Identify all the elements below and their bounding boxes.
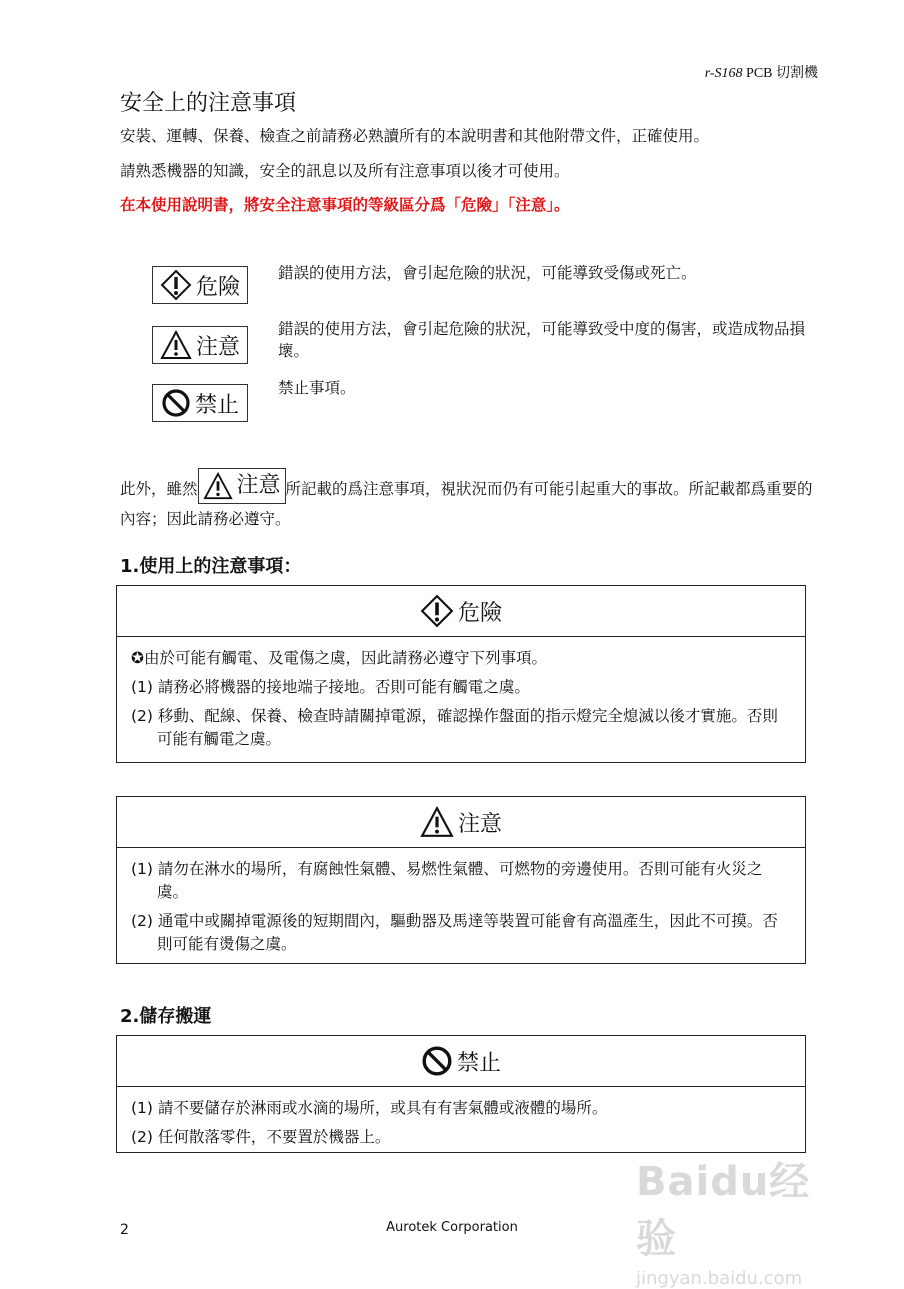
prohibit-circle-icon [161, 388, 191, 418]
caution-item-1: (1) 請勿在淋水的場所，有腐蝕性氣體、易燃性氣體、可燃物的旁邊使用。否則可能有火災之虞。 [131, 860, 763, 901]
caution-panel-label: 注意 [457, 811, 502, 837]
prohibit-panel [116, 1035, 806, 1153]
section1-heading: 1.使用上的注意事項： [120, 556, 302, 577]
caution-triangle-icon [203, 472, 233, 500]
prohibit-circle-icon [421, 1045, 453, 1077]
header-model-code: r-S168 [704, 66, 743, 81]
page-number: 2 [120, 1222, 129, 1238]
legend-caution-label: 注意 [195, 334, 240, 360]
note-after: 所記載的爲注意事項，視狀況而仍有可能引起重大的事故。所記載都爲重要的內容；因此請務必遵守。 [120, 480, 813, 528]
watermark-url: jingyan.baidu.com [636, 1268, 803, 1289]
baidu-watermark [636, 1150, 846, 1289]
caution-panel-header [117, 797, 805, 848]
prohibit-item-1: (1) 請不要儲存於淋雨或水滴的場所，或具有有害氣體或液體的場所。 [131, 1099, 608, 1117]
intro-red-line: 在本使用說明書，將安全注意事項的等級區分爲「危險」「注意」。 [120, 196, 570, 214]
danger-diamond-icon [420, 594, 454, 628]
caution-triangle-icon [420, 806, 454, 838]
danger-item-2: (2) 移動、配線、保養、檢查時請關掉電源，確認操作盤面的指示燈完全熄滅以後才實施。否則可能有觸電之虞。 [131, 707, 778, 748]
caution-panel-body [117, 848, 805, 970]
legend-caution-box [152, 326, 248, 364]
danger-diamond-icon [160, 269, 192, 301]
section2-heading: 2.儲存搬運 [120, 1006, 212, 1027]
legend-prohibit-text: 禁止事項。 [278, 379, 356, 397]
danger-panel-label: 危險 [457, 600, 502, 626]
danger-item-1: (1) 請務必將機器的接地端子接地。否則可能有觸電之虞。 [131, 678, 530, 696]
prohibit-item-2: (2) 任何散落零件，不要置於機器上。 [131, 1128, 391, 1146]
caution-item-2: (2) 通電中或關掉電源後的短期間內，驅動器及馬達等裝置可能會有高溫產生，因此不可摸。否則可能有燙傷之虞。 [131, 912, 778, 953]
caution-panel [116, 796, 806, 964]
note-before: 此外，雖然 [120, 480, 198, 498]
legend-caution-text: 錯誤的使用方法，會引起危險的狀況，可能導致受中度的傷害，或造成物品損壞。 [278, 320, 806, 360]
note-box-label: 注意 [236, 473, 281, 498]
intro-line-1: 安裝、運轉、保養、檢查之前請務必熟讀所有的本說明書和其他附帶文件，正確使用。 [120, 127, 710, 145]
legend-danger-box [152, 266, 248, 304]
note-paragraph [120, 468, 822, 534]
prohibit-panel-header [117, 1036, 805, 1087]
danger-panel [116, 585, 806, 763]
watermark-brand: Baidu经验 [636, 1159, 811, 1262]
legend-prohibit-label: 禁止 [194, 392, 239, 418]
note-caution-box [198, 468, 286, 504]
prohibit-panel-label: 禁止 [456, 1050, 501, 1076]
legend-danger-label: 危險 [195, 274, 240, 300]
page-title: 安全上的注意事項 [120, 91, 297, 116]
danger-lead: ✪由於可能有觸電、及電傷之虞，因此請務必遵守下列事項。 [131, 649, 547, 667]
header-model-name: PCB 切割機 [742, 66, 818, 81]
legend-prohibit-box [152, 384, 248, 422]
legend-danger-text: 錯誤的使用方法，會引起危險的狀況，可能導致受傷或死亡。 [278, 264, 697, 282]
header-model [705, 62, 818, 82]
danger-panel-body [117, 637, 805, 765]
danger-panel-header [117, 586, 805, 637]
footer-corporation: Aurotek Corporation [386, 1220, 518, 1235]
caution-triangle-icon [160, 330, 192, 360]
intro-line-2: 請熟悉機器的知識，安全的訊息以及所有注意事項以後才可使用。 [120, 162, 570, 180]
